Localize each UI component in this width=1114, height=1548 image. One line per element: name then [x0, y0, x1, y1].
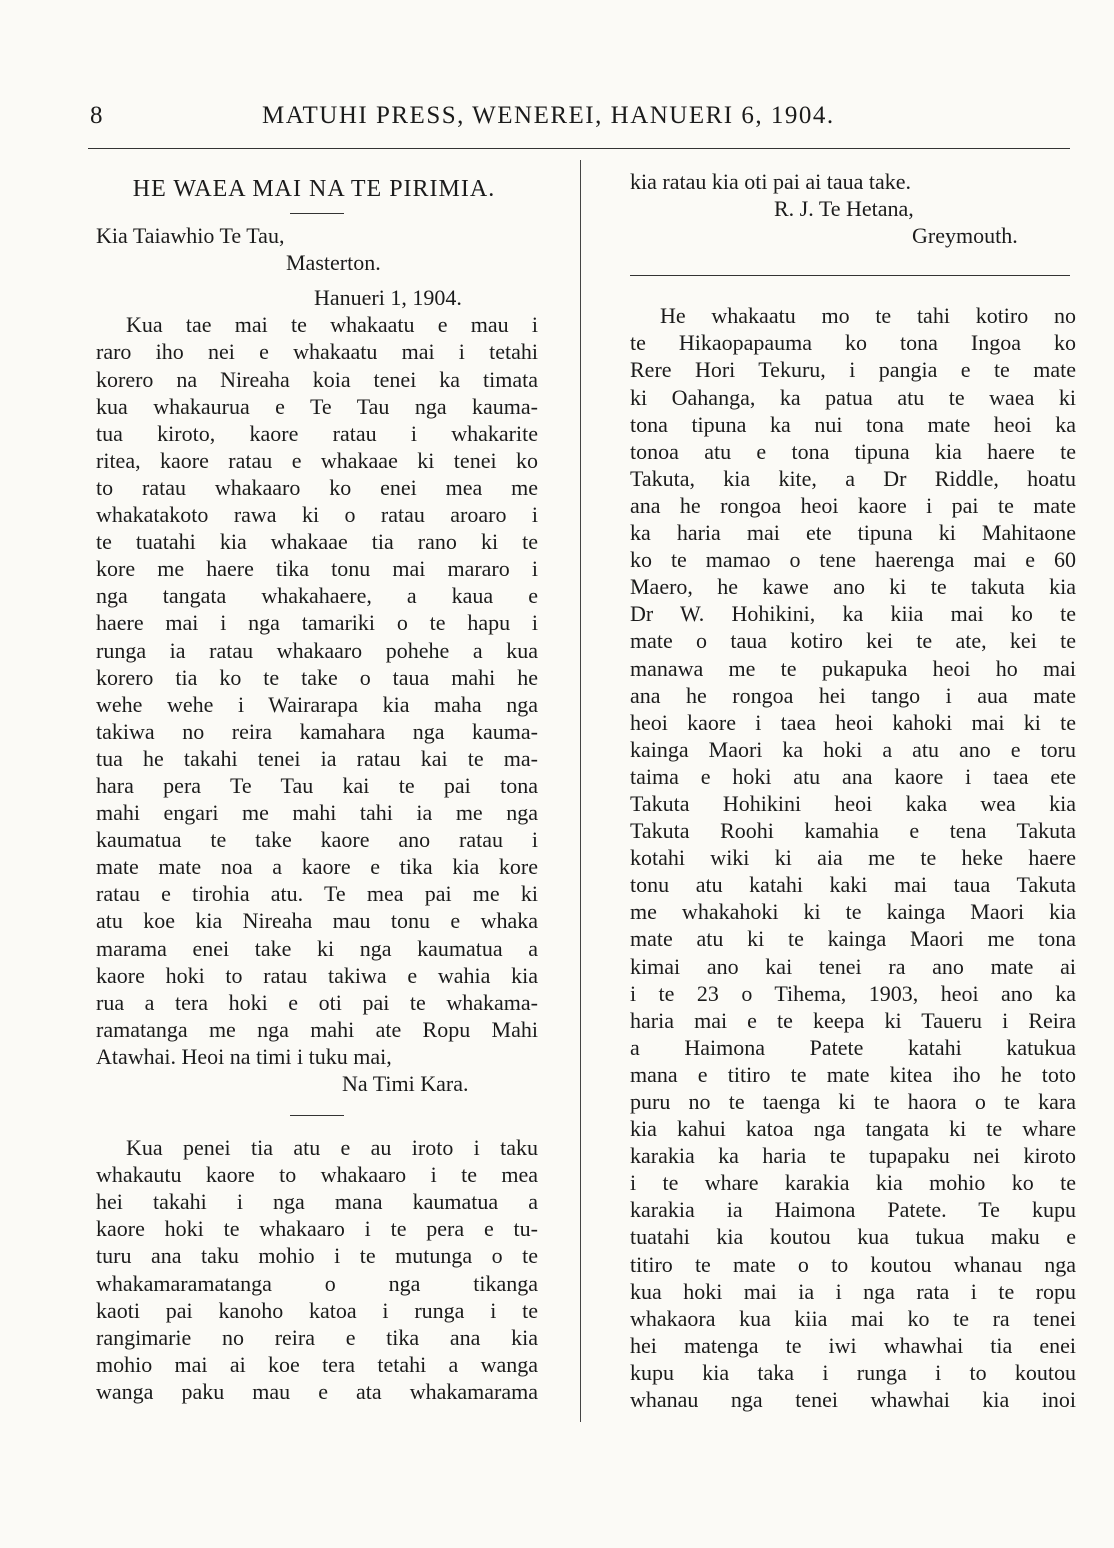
- text-line: He whakaatu mo te tahi kotiro no: [660, 303, 1076, 329]
- masthead: MATUHI PRESS, WENEREI, HANUERI 6, 1904.: [262, 102, 835, 129]
- text-line: whakatakoto rawa ki o ratau aroaro i: [96, 502, 538, 528]
- section-rule: [290, 1115, 344, 1116]
- notice-body: [630, 302, 1076, 1413]
- text-line: Kua penei tia atu e au iroto i taku: [126, 1135, 538, 1161]
- text-line: rangimarie no reira e tika ana kia: [96, 1324, 538, 1350]
- text-line: ko te mamao o tene haerenga mai e 60: [630, 547, 1076, 573]
- text-line: manawa me te pukapuka heoi ho mai: [630, 655, 1076, 681]
- text-line: Dr W. Hohikini, ka kiia mai ko te: [630, 601, 1076, 627]
- text-line: me whakahoki ki te kainga Maori kia: [630, 899, 1076, 925]
- signature-name: R. J. Te Hetana,: [774, 196, 914, 222]
- text-line: rua a tera hoki e oti pai te whakama-: [96, 989, 538, 1015]
- text-line: karakia ia Haimona Patete. Te kupu: [630, 1197, 1076, 1223]
- place: Masterton.: [286, 250, 381, 276]
- text-line: mahi engari me mahi tahi ia me nga: [96, 800, 538, 826]
- text-line: haere mai i nga tamariki o te hapu i: [96, 610, 538, 636]
- letter-date: Hanueri 1, 1904.: [314, 285, 462, 311]
- text-line: korero tia ko te take o taua mahi he: [96, 664, 538, 690]
- text-line: titiro te mate o to koutou whanau nga: [630, 1251, 1076, 1277]
- text-line: kaumatua te take kaore ano ratau i: [96, 827, 538, 853]
- header-rule: [88, 148, 1070, 149]
- column-divider: [580, 160, 581, 1422]
- text-line: whakamaramatanga o nga tikanga: [96, 1270, 538, 1296]
- text-line: kupu kia taka i runga i to koutou: [630, 1359, 1076, 1385]
- text-line: hei matenga te iwi whawhai tia enei: [630, 1332, 1076, 1358]
- text-line: whanau nga tenei whawhai kia inoi: [630, 1387, 1076, 1413]
- text-line: puru no te taenga ki te haora o te kara: [630, 1089, 1076, 1114]
- text-line: Rere Hori Tekuru, i pangia e te mate: [630, 357, 1076, 383]
- text-line: whakaora kua kiia mai ko te ra tenei: [630, 1305, 1076, 1331]
- page-number: 8: [90, 102, 103, 129]
- text-line: karakia ka haria te tupapaku nei kiroto: [630, 1143, 1076, 1169]
- signature-place: Greymouth.: [912, 223, 1018, 249]
- text-line: marama enei take ki nga kaumatua a: [96, 935, 538, 961]
- page-header: [90, 96, 1070, 136]
- text-line: i te whare karakia kia mohio ko te: [630, 1170, 1076, 1196]
- text-line: tona tipuna ka nui tona mate heoi ka: [630, 411, 1076, 437]
- text-line: taima e hoki atu ana kaore i taea ete: [630, 763, 1076, 789]
- text-line: haria mai e te keepa ki Taueru i Reira: [630, 1007, 1076, 1033]
- text-line: whakautu kaore to whakaaro i te mea: [96, 1162, 538, 1188]
- text-line: kua whakaurua e Te Tau nga kauma-: [96, 393, 538, 419]
- text-line: a Haimona Patete katahi katukua: [630, 1034, 1076, 1060]
- reply-body: [96, 1134, 538, 1405]
- text-line: Kua tae mai te whakaatu e mau i: [126, 312, 538, 338]
- text-line: mate o taua kotiro kei te ate, kei te: [630, 628, 1076, 654]
- text-line: to ratau whakaaro ko enei mea me: [96, 474, 538, 500]
- text-line: mate atu ki te kainga Maori me tona: [630, 926, 1076, 952]
- text-line: i te 23 o Tihema, 1903, heoi ano ka: [630, 980, 1076, 1006]
- text-line: korero na Nireaha koia tenei ka timata: [96, 366, 538, 392]
- right-column: [630, 168, 1076, 1413]
- text-line: mana e titiro te mate kitea iho he toto: [630, 1061, 1076, 1087]
- text-line: tua he takahi tenei ia ratau kai te ma-: [96, 745, 538, 771]
- text-line: kainga Maori ka hoki a atu ano e toru: [630, 736, 1076, 762]
- text-line: atu koe kia Nireaha mau tonu e whaka: [96, 908, 538, 934]
- text-line: Atawhai. Heoi na timi i tuku mai,: [96, 1043, 392, 1069]
- text-line: tonoa atu e tona tipuna kia haere te: [630, 438, 1076, 464]
- text-line: kaore hoki te whakaaro i te pera e tu-: [96, 1216, 538, 1242]
- text-line: turu ana taku mohio i te mutunga o te: [96, 1243, 538, 1269]
- text-line: raro iho nei e whakaatu mai i tetahi: [96, 339, 538, 365]
- text-line: kia kahui katoa nga tangata ki te whare: [630, 1116, 1076, 1142]
- text-line: te tuatahi kia whakaae tia rano ki te: [96, 529, 538, 555]
- text-line: wanga paku mau e ata whakamarama: [96, 1378, 538, 1404]
- text-line: kaore hoki to ratau takiwa e wahia kia: [96, 962, 538, 988]
- left-column: [96, 168, 538, 1405]
- title-rule: [290, 213, 344, 214]
- salutation: Kia Taiawhio Te Tau,: [96, 223, 285, 249]
- text-line: kotahi wiki ki aia me te heke haere: [630, 845, 1076, 871]
- text-line: ka haria mai ete tipuna ki Mahitaone: [630, 520, 1076, 546]
- text-line: ramatanga me nga mahi ate Ropu Mahi: [96, 1016, 538, 1042]
- text-line: mate mate noa a kaore e tika kia kore: [96, 854, 538, 880]
- text-line: ritea, kaore ratau e whakaae ki tenei ko: [96, 447, 538, 473]
- text-line: ana he rongoa hei tango i aua mate: [630, 682, 1076, 708]
- article-title: HE WAEA MAI NA TE PIRIMIA.: [132, 176, 496, 202]
- text-line: ki Oahanga, ka patua atu te waea ki: [630, 384, 1076, 410]
- text-line: hei takahi i nga mana kaumatua a: [96, 1189, 538, 1215]
- text-line: wehe wehe i Wairarapa kia maha nga: [96, 691, 538, 717]
- text-line: hara pera Te Tau kai te pai tona: [96, 772, 538, 798]
- text-line: kua hoki mai ia i nga rata i te ropu: [630, 1278, 1076, 1304]
- text-line: Maero, he kawe ano ki te takuta kia: [630, 574, 1076, 600]
- text-line: nga tangata whakahaere, a kaua e: [96, 583, 538, 609]
- text-line: tonu atu katahi kaki mai taua Takuta: [630, 872, 1076, 898]
- text-line: tuatahi kia koutou kua tukua maku e: [630, 1224, 1076, 1250]
- article-divider: [630, 275, 1070, 276]
- text-line: Takuta Hohikini heoi kaka wea kia: [630, 790, 1076, 816]
- text-line: takiwa no reira kamahara nga kauma-: [96, 718, 538, 744]
- text-line: ratau e tirohia atu. Te mea pai me ki: [96, 881, 538, 907]
- letter-body: [96, 311, 538, 1070]
- text-line: tua kiroto, kaore ratau i whakarite: [96, 420, 538, 446]
- text-line: Takuta Roohi kamahia e tena Takuta: [630, 818, 1076, 844]
- signature: Na Timi Kara.: [342, 1071, 469, 1096]
- text-line: kore me haere tika tonu mai mararo i: [96, 556, 538, 582]
- text-line: mohio mai ai koe tera tetahi a wanga: [96, 1351, 538, 1377]
- text-line: runga ia ratau whakaaro pohehe a kua: [96, 637, 538, 663]
- text-line: te Hikaopapauma ko tona Ingoa ko: [630, 330, 1076, 356]
- text-line: kaoti pai kanoho katoa i runga i te: [96, 1297, 538, 1323]
- text-line: ana he rongoa heoi kaore i pai te mate: [630, 492, 1076, 518]
- text-line: heoi kaore i taea heoi kahoki mai ki te: [630, 709, 1076, 735]
- text-line: kimai ano kai tenei ra ano mate ai: [630, 953, 1076, 979]
- continuation-line: kia ratau kia oti pai ai taua take.: [630, 169, 911, 194]
- text-line: Takuta, kia kite, a Dr Riddle, hoatu: [630, 465, 1076, 491]
